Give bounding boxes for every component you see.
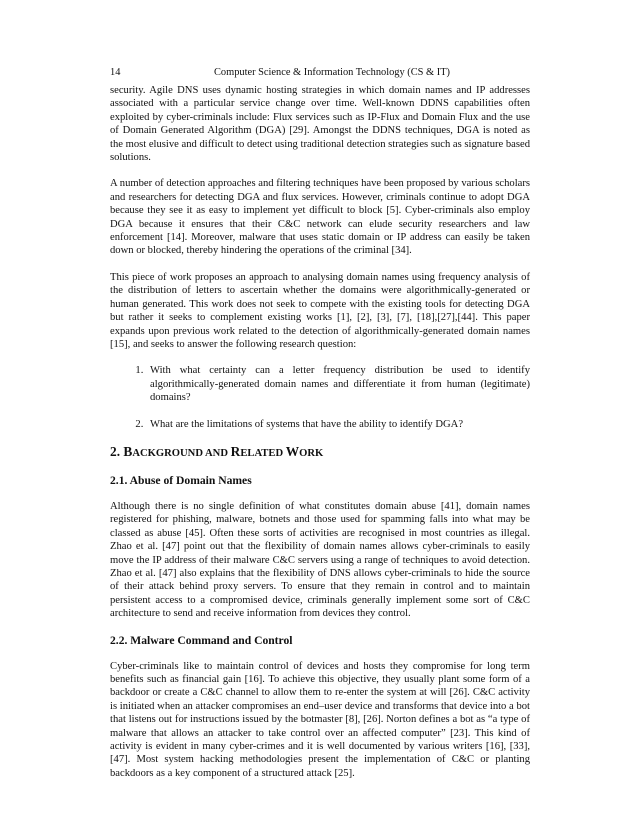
paragraph-1: security. Agile DNS uses dynamic hosting strategies in which domain names and IP addresses associated with a particular service change over time. Well-known DDNS capabilities often exploited by cyber-criminals include: Flux services such as IP-Flux and Domain Flux and the use of Domain Generated Algorithm (DGA) [29]. Amongst the DDNS techniques, DGA is noted as the most elusive and difficult to detect using traditional detection strategies such as signature based solutions.: [110, 85, 530, 164]
subsection-heading-command-control: 2.2. Malware Command and Control: [110, 633, 293, 647]
section-heading-background: 2. BACKGROUND AND RELATED WORK: [110, 443, 324, 459]
paragraph-2: A number of detection approaches and filtering techniques have been proposed by various scholars and researchers for detecting DGA and flux services. However, criminals continue to adopt DGA because they see it as easy to implement yet difficult to block [5]. Cyber-criminals also employ DGA because it ensures that their C&C network can elude security researchers and law enforcement [14]. Moreover, malware that uses static domain or IP address can easily be taken down or blocked, thereby hindering the operations of the criminal [34].: [110, 178, 530, 257]
subsection-heading-abuse: 2.1. Abuse of Domain Names: [110, 473, 252, 487]
section-number: 2.: [110, 443, 121, 459]
page-number: 14: [110, 67, 121, 78]
page-body: [110, 84, 530, 793]
research-question-1: 1. With what certainty can a letter frequency distribution be used to identify algorithmically-generated domain names and differentiate it from human (legitimate) domains?: [146, 364, 530, 404]
subsection-abuse-text: Although there is no single definition of what constitutes domain abuse [41], domain names registered for phishing, malware, botnets and those used for spamming falls into what may be classed as abuse [45]. Often these sorts of activities are recognised in most countries as illegal. Zhao et al. [47] point out that the flexibility of domain names allows cyber-criminals to easily move the IP address of their malware C&C servers using a range of techniques to avoid detection. Zhao et al. [47] also explains that the flexibility of DNS allows cyber-criminals to hide the source of their attack behind proxy servers. To ensure that they remain in control and to maintain persistent access to a compromised device, criminals generally implement some sort of C&C architecture to send and receive information from devices they control.: [110, 500, 530, 620]
paragraph-3: This piece of work proposes an approach to analysing domain names using frequency analysis of the distribution of letters to ascertain whether the domains were algorithmically-generated or human generated. This work does not seek to compete with the existing tools for detecting DGA but rather it seeks to complement existing works [1], [2], [3], [7], [18],[27],[44]. This paper expands upon previous work related to the detection of algorithmically-generated domain names [15], and seeks to answer the following research question:: [110, 271, 530, 350]
research-questions: [110, 364, 530, 431]
subsection-command-control-text: Cyber-criminals like to maintain control of devices and hosts they compromise for long term benefits such as financial gain [16]. To achieve this objective, they usually plant some form of a backdoor or create a C&C channel to allow them to re-enter the system at will [26]. C&C activity is initiated when an attacker compromises an end–user device and transforms that device into a bot that listens out for instructions issued by the botmaster [8], [26]. Norton defines a bot as “a type of malware that allows an attacker to take control over an affected computer” [23]. This kind of activity is evident in many cyber-crimes and it is well documented by various writers [16], [33], [47]. Most system hacking methodologies present the implementation of C&C or planting backdoors as a key component of a structured attack [25].: [110, 660, 530, 779]
journal-title: Computer Science & Information Technology (CS & IT): [214, 67, 450, 78]
research-question-2: 2. What are the limitations of systems that have the ability to identify DGA?: [146, 418, 530, 431]
